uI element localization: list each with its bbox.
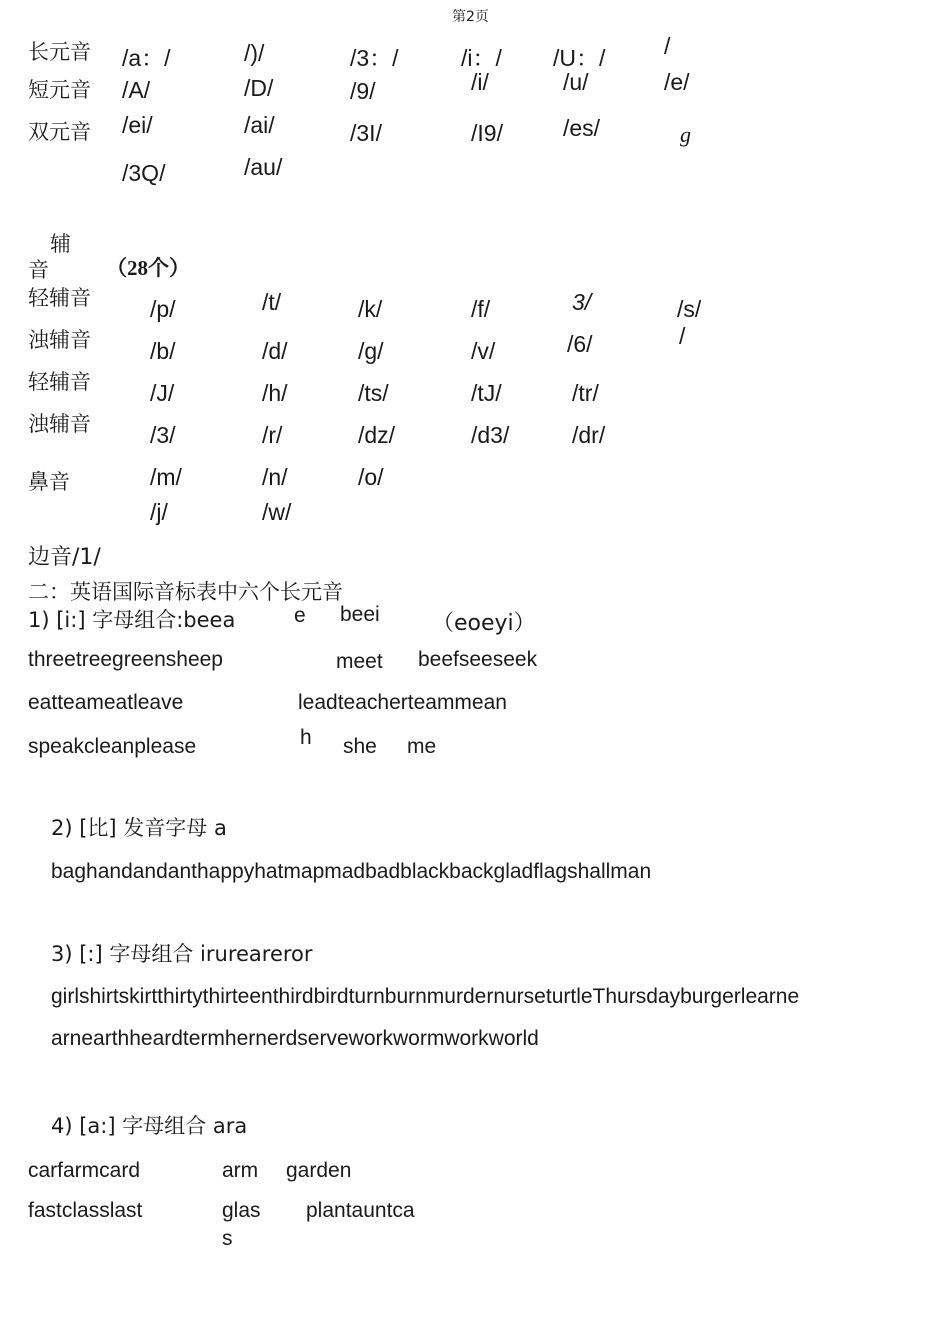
phoneme: /d3/ bbox=[471, 422, 510, 448]
phoneme: /i：/ bbox=[461, 45, 502, 71]
phoneme: /I9/ bbox=[471, 120, 503, 146]
phoneme: 3/ bbox=[572, 289, 592, 315]
phoneme: /g/ bbox=[358, 338, 384, 364]
phoneme: /v/ bbox=[471, 338, 496, 364]
word-fragment: glas bbox=[222, 1199, 261, 1222]
phoneme: /o/ bbox=[358, 464, 384, 490]
phoneme: / bbox=[664, 33, 671, 59]
phoneme: /w/ bbox=[262, 499, 292, 525]
word-list: beefseeseek bbox=[418, 648, 538, 671]
phoneme: /)/ bbox=[244, 40, 265, 66]
phoneme: /tJ/ bbox=[471, 380, 502, 406]
item-heading: 1) [i:] 字母组合:beea bbox=[28, 608, 236, 632]
phoneme: /t/ bbox=[262, 289, 282, 315]
phoneme: /dz/ bbox=[358, 422, 396, 448]
phoneme: /3：/ bbox=[350, 45, 399, 71]
word-list: speakcleanplease bbox=[28, 735, 197, 758]
phoneme: /a：/ bbox=[122, 45, 171, 71]
phoneme: /U：/ bbox=[553, 45, 606, 71]
phoneme: /j/ bbox=[150, 499, 168, 525]
phoneme: /ts/ bbox=[358, 380, 389, 406]
phoneme: /p/ bbox=[150, 296, 176, 322]
phoneme: /D/ bbox=[244, 75, 274, 101]
word-list: meet bbox=[336, 650, 383, 673]
word-list: fastclasslast bbox=[28, 1199, 143, 1222]
phoneme: /ai/ bbox=[244, 112, 275, 138]
word-list: arm bbox=[222, 1159, 259, 1182]
phoneme: /ei/ bbox=[122, 112, 153, 138]
word-list: threetreegreensheep bbox=[28, 648, 223, 671]
word-list: baghandandanthappyhatmapmadbadblackbackgladflagshallman bbox=[51, 860, 652, 883]
phoneme: /f/ bbox=[471, 296, 491, 322]
phoneme: /3Q/ bbox=[122, 160, 166, 186]
phoneme: /b/ bbox=[150, 338, 176, 364]
word-fragment: h bbox=[300, 726, 312, 749]
phoneme: /dr/ bbox=[572, 422, 606, 448]
voiced-label: 浊辅音 bbox=[28, 328, 91, 352]
word-fragment: e bbox=[294, 604, 306, 627]
phoneme: /6/ bbox=[567, 331, 593, 357]
long-vowel-label: 长元音 bbox=[28, 40, 91, 64]
phoneme: /k/ bbox=[358, 296, 383, 322]
phoneme: /e/ bbox=[664, 69, 690, 95]
phoneme: /m/ bbox=[150, 464, 182, 490]
word-list: eatteameatleave bbox=[28, 691, 184, 714]
diphthong-label: 双元音 bbox=[28, 120, 91, 144]
word-list: arnearthheardtermhernerdserveworkwormworkworld bbox=[51, 1027, 539, 1050]
word-fragment: （eoeyi） bbox=[432, 611, 536, 636]
phoneme: /3I/ bbox=[350, 120, 382, 146]
phoneme: /tr/ bbox=[572, 380, 599, 406]
item-heading: 4) [a:] 字母组合 ara bbox=[51, 1114, 248, 1138]
word-list: me bbox=[407, 735, 437, 758]
word-list: leadteacherteammean bbox=[298, 691, 507, 714]
word-list: carfarmcard bbox=[28, 1159, 141, 1182]
phoneme: /u/ bbox=[563, 69, 589, 95]
word-fragment: beei bbox=[340, 603, 380, 626]
word-list: she bbox=[343, 735, 377, 758]
lateral-label: 边音/1/ bbox=[28, 545, 101, 570]
phoneme: /3/ bbox=[150, 422, 176, 448]
consonant-title-char: 辅 bbox=[50, 232, 71, 256]
phoneme: /r/ bbox=[262, 422, 283, 448]
phoneme: /s/ bbox=[677, 296, 702, 322]
item-heading: 2) [比] 发音字母 a bbox=[51, 816, 227, 840]
phoneme: /h/ bbox=[262, 380, 288, 406]
phoneme: /J/ bbox=[150, 380, 175, 406]
phoneme: /d/ bbox=[262, 338, 288, 364]
phoneme: / bbox=[679, 323, 686, 349]
voiceless-label: 轻辅音 bbox=[28, 370, 91, 394]
item-heading: 3) [:] 字母组合 irureareror bbox=[51, 942, 313, 966]
section-title: 二：英语国际音标表中六个长元音 bbox=[28, 580, 343, 604]
page-number: 第2页 bbox=[452, 9, 489, 25]
voiceless-label: 轻辅音 bbox=[28, 286, 91, 310]
phoneme: /n/ bbox=[262, 464, 288, 490]
word-list: garden bbox=[286, 1159, 352, 1182]
phoneme: g bbox=[680, 122, 691, 147]
phoneme: /au/ bbox=[244, 154, 283, 180]
word-list: girlshirtskirtthirtythirteenthirdbirdturnburnmurdernurseturtleThursdayburgerlearne bbox=[51, 985, 800, 1008]
phoneme: /i/ bbox=[471, 69, 489, 95]
word-fragment: s bbox=[222, 1227, 233, 1250]
voiced-label: 浊辅音 bbox=[28, 412, 91, 436]
consonant-count: （28个） bbox=[106, 256, 190, 280]
nasal-label: 鼻音 bbox=[28, 470, 70, 494]
phoneme: /es/ bbox=[563, 115, 601, 141]
consonant-title-char: 音 bbox=[28, 258, 49, 282]
phoneme: /9/ bbox=[350, 78, 376, 104]
short-vowel-label: 短元音 bbox=[28, 78, 91, 102]
phoneme: /A/ bbox=[122, 77, 151, 103]
word-list: plantauntca bbox=[306, 1199, 415, 1222]
